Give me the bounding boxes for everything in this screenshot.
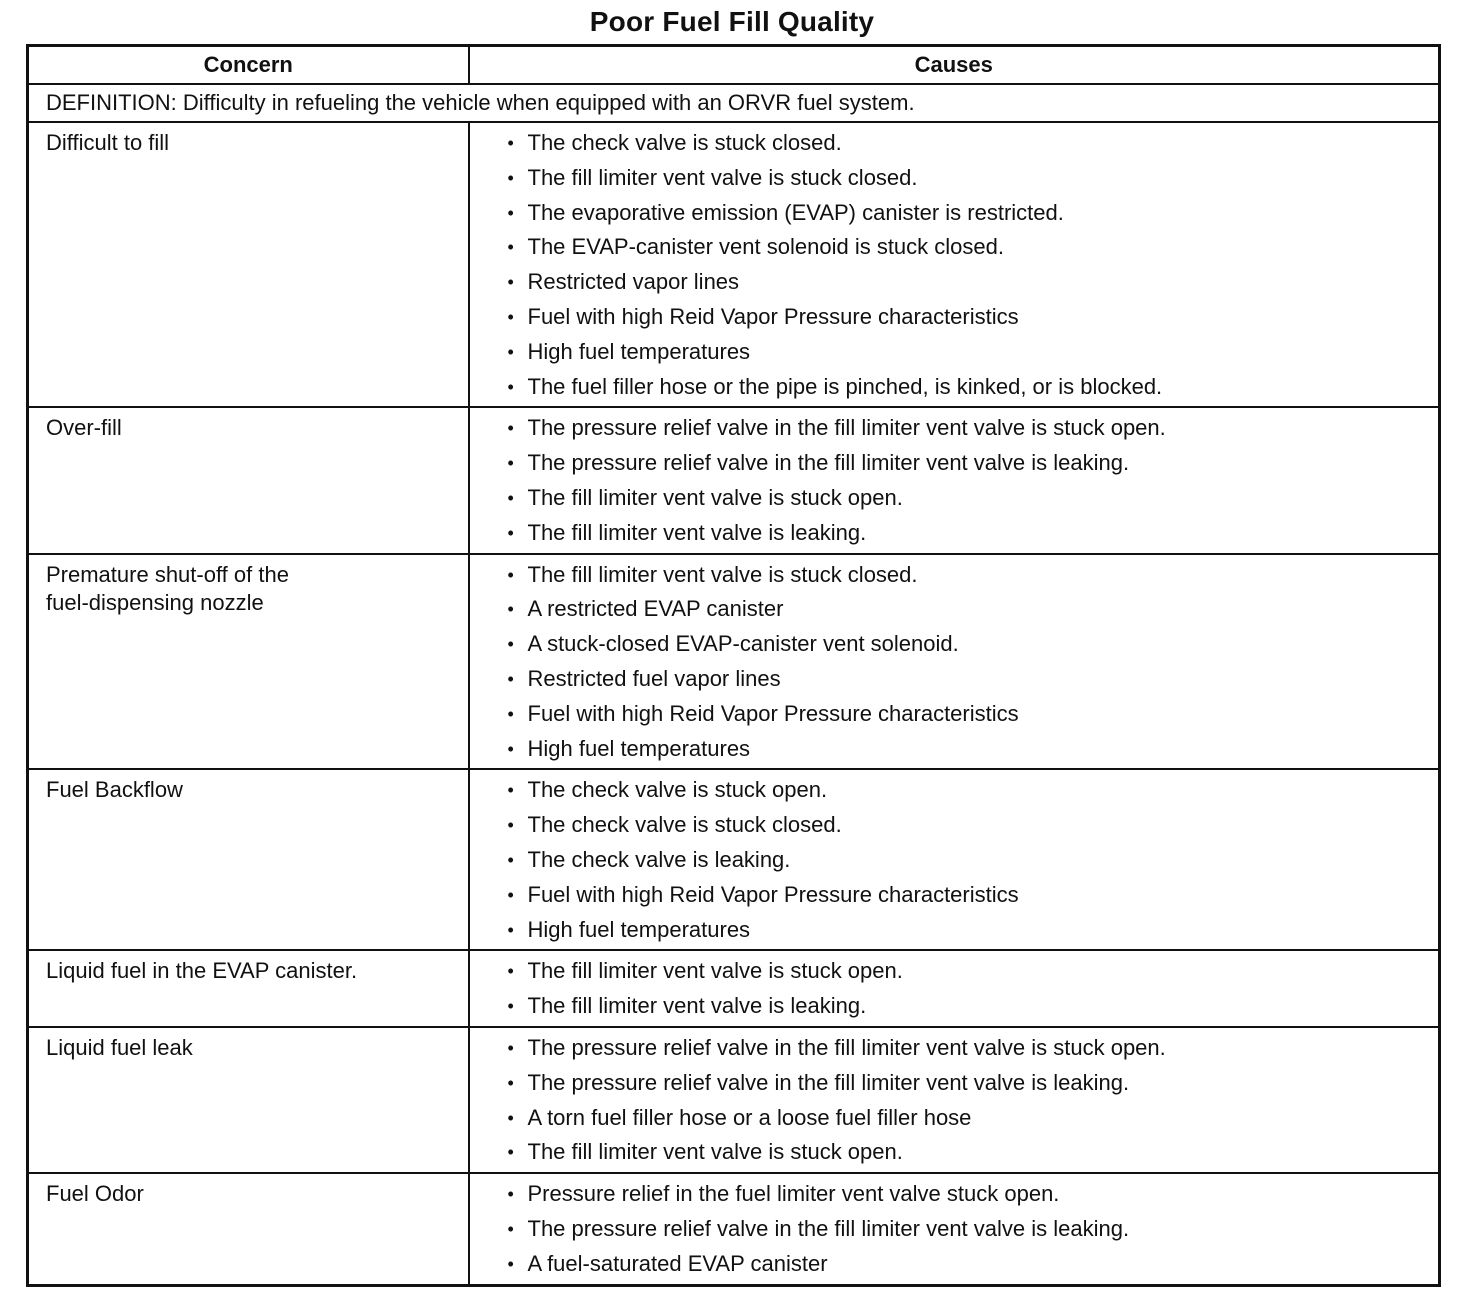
cause-text: High fuel temperatures <box>527 338 751 364</box>
cause-text: The check valve is stuck closed. <box>527 812 842 838</box>
bullet-icon: • <box>507 167 514 188</box>
cause-text: The fill limiter vent valve is leaking. <box>527 993 867 1019</box>
cause-item <box>506 481 1429 516</box>
cause-item <box>506 126 1429 161</box>
bullet-icon: • <box>507 237 514 258</box>
concern-text: Difficult to fill <box>46 130 170 155</box>
cause-list <box>506 126 1429 404</box>
bullet-icon: • <box>507 780 514 801</box>
cause-item <box>506 1031 1429 1066</box>
diagnosis-table <box>26 44 1441 1287</box>
cause-item <box>506 370 1429 405</box>
page-title: Poor Fuel Fill Quality <box>589 6 875 37</box>
cause-item <box>506 878 1429 913</box>
bullet-icon: • <box>507 996 514 1017</box>
table-row <box>28 950 1440 1027</box>
bullet-icon: • <box>507 668 514 689</box>
cause-item <box>506 913 1429 948</box>
cause-text: Restricted vapor lines <box>527 269 740 295</box>
cause-text: The fill limiter vent valve is stuck open. <box>527 958 903 984</box>
cause-item <box>506 411 1429 446</box>
cause-item <box>506 954 1429 989</box>
causes-column-header: Causes <box>469 46 1440 85</box>
bullet-icon: • <box>507 815 514 836</box>
concern-text: Liquid fuel in the EVAP canister. <box>46 958 358 984</box>
cause-text: High fuel temperatures <box>527 916 751 942</box>
bullet-icon: • <box>507 418 514 439</box>
bullet-icon: • <box>507 634 514 655</box>
cause-item <box>506 662 1429 697</box>
cause-item <box>506 592 1429 627</box>
concern-column-header: Concern <box>28 46 469 85</box>
causes-cell <box>469 1173 1440 1285</box>
concern-text: Liquid fuel leak <box>46 1034 193 1060</box>
bullet-icon: • <box>507 202 514 223</box>
cause-list <box>506 954 1429 1024</box>
cause-item <box>506 808 1429 843</box>
cause-item <box>506 335 1429 370</box>
cause-text: The fill limiter vent valve is stuck closed. <box>527 164 918 190</box>
bullet-icon: • <box>507 919 514 940</box>
table-row <box>28 1173 1440 1285</box>
concern-text: Premature shut-off of the <box>46 561 289 587</box>
cause-item <box>506 446 1429 481</box>
definition-row <box>28 84 1440 122</box>
cause-list <box>506 1031 1429 1170</box>
cause-text: Fuel with high Reid Vapor Pressure characteristics <box>527 303 1019 329</box>
cause-text: High fuel temperatures <box>527 735 751 761</box>
concern-cell <box>28 769 469 950</box>
cause-list <box>506 558 1429 767</box>
cause-item <box>506 1247 1429 1282</box>
cause-text: A stuck-closed EVAP-canister vent solenoid. <box>527 631 959 657</box>
cause-item <box>506 558 1429 593</box>
cause-item <box>506 1066 1429 1101</box>
bullet-icon: • <box>507 341 514 362</box>
bullet-icon: • <box>507 738 514 759</box>
concern-cell <box>28 122 469 407</box>
cause-text: The check valve is leaking. <box>527 846 791 872</box>
cause-item <box>506 161 1429 196</box>
cause-text: The pressure relief valve in the fill limiter vent valve is stuck open. <box>527 415 1166 441</box>
cause-item <box>506 697 1429 732</box>
cause-text: The fill limiter vent valve is stuck closed. <box>527 561 918 587</box>
bullet-icon: • <box>507 1253 514 1274</box>
table-row <box>28 122 1440 407</box>
concern-cell <box>28 1027 469 1173</box>
bullet-icon: • <box>507 849 514 870</box>
concern-text: Over-fill <box>46 415 122 441</box>
bullet-icon: • <box>507 487 514 508</box>
cause-text: The check valve is stuck open. <box>527 777 828 803</box>
cause-text: The fuel filler hose or the pipe is pinched, is kinked, or is blocked. <box>527 373 1163 399</box>
cause-text: A restricted EVAP canister <box>527 596 784 622</box>
concern-text: Fuel Odor <box>46 1181 144 1207</box>
concern-text: fuel-dispensing nozzle <box>46 589 264 615</box>
cause-item <box>506 300 1429 335</box>
cause-text: Fuel with high Reid Vapor Pressure characteristics <box>527 700 1019 726</box>
cause-text: The EVAP-canister vent solenoid is stuck closed. <box>527 234 1004 260</box>
cause-item <box>506 773 1429 808</box>
cause-item <box>506 1101 1429 1136</box>
cause-item <box>506 732 1429 767</box>
cause-item <box>506 1177 1429 1212</box>
concern-cell <box>28 950 469 1027</box>
bullet-icon: • <box>507 272 514 293</box>
bullet-icon: • <box>507 306 514 327</box>
cause-text: The check valve is stuck closed. <box>527 130 842 155</box>
cause-item <box>506 1212 1429 1247</box>
bullet-icon: • <box>507 133 514 153</box>
cause-item <box>506 989 1429 1024</box>
causes-cell <box>469 1027 1440 1173</box>
cause-text: The pressure relief valve in the fill limiter vent valve is leaking. <box>527 1069 1130 1095</box>
bullet-icon: • <box>507 1184 514 1205</box>
causes-cell <box>469 554 1440 770</box>
causes-cell <box>469 407 1440 553</box>
bullet-icon: • <box>507 703 514 724</box>
bullet-icon: • <box>507 1037 514 1058</box>
definition-text: DEFINITION: Difficulty in refueling the vehicle when equipped with an ORVR fuel system. <box>28 84 1440 122</box>
bullet-icon: • <box>507 564 514 585</box>
causes-cell <box>469 950 1440 1027</box>
bullet-icon: • <box>507 453 514 474</box>
bullet-icon: • <box>507 1218 514 1239</box>
bullet-icon: • <box>507 1107 514 1128</box>
cause-text: Restricted fuel vapor lines <box>527 665 781 691</box>
header-row <box>28 46 1440 85</box>
bullet-icon: • <box>507 961 514 982</box>
cause-text: The pressure relief valve in the fill limiter vent valve is stuck open. <box>527 1034 1166 1060</box>
causes-cell <box>469 122 1440 407</box>
cause-item <box>506 196 1429 231</box>
concern-cell <box>28 407 469 553</box>
concern-cell <box>28 554 469 770</box>
cause-item <box>506 516 1429 551</box>
cause-item <box>506 843 1429 878</box>
cause-text: Pressure relief in the fuel limiter vent valve stuck open. <box>527 1181 1060 1207</box>
cause-text: A torn fuel filler hose or a loose fuel filler hose <box>527 1104 972 1130</box>
table-body <box>28 84 1440 1285</box>
cause-text: The fill limiter vent valve is stuck open. <box>527 484 903 510</box>
cause-list <box>506 1177 1429 1281</box>
concern-cell <box>28 1173 469 1285</box>
cause-text: The evaporative emission (EVAP) canister is restricted. <box>527 199 1064 225</box>
cause-text: The fill limiter vent valve is leaking. <box>527 519 867 545</box>
bullet-icon: • <box>507 522 514 543</box>
cause-list <box>506 773 1429 947</box>
bullet-icon: • <box>507 599 514 620</box>
causes-cell <box>469 769 1440 950</box>
cause-text: The pressure relief valve in the fill limiter vent valve is leaking. <box>527 450 1130 476</box>
bullet-icon: • <box>507 1142 514 1163</box>
bullet-icon: • <box>507 1072 514 1093</box>
table-row <box>28 407 1440 553</box>
concern-text: Fuel Backflow <box>46 777 183 803</box>
table-row <box>28 769 1440 950</box>
cause-text: The fill limiter vent valve is stuck open. <box>527 1139 903 1165</box>
cause-text: Fuel with high Reid Vapor Pressure characteristics <box>527 881 1019 907</box>
cause-item <box>506 627 1429 662</box>
cause-item <box>506 265 1429 300</box>
cause-text: A fuel-saturated EVAP canister <box>527 1250 828 1276</box>
cause-item <box>506 1135 1429 1170</box>
cause-text: The pressure relief valve in the fill limiter vent valve is leaking. <box>527 1215 1130 1241</box>
bullet-icon: • <box>507 884 514 905</box>
cause-item <box>506 230 1429 265</box>
bullet-icon: • <box>507 376 514 397</box>
table-row <box>28 1027 1440 1173</box>
cause-list <box>506 411 1429 550</box>
table-row <box>28 554 1440 770</box>
